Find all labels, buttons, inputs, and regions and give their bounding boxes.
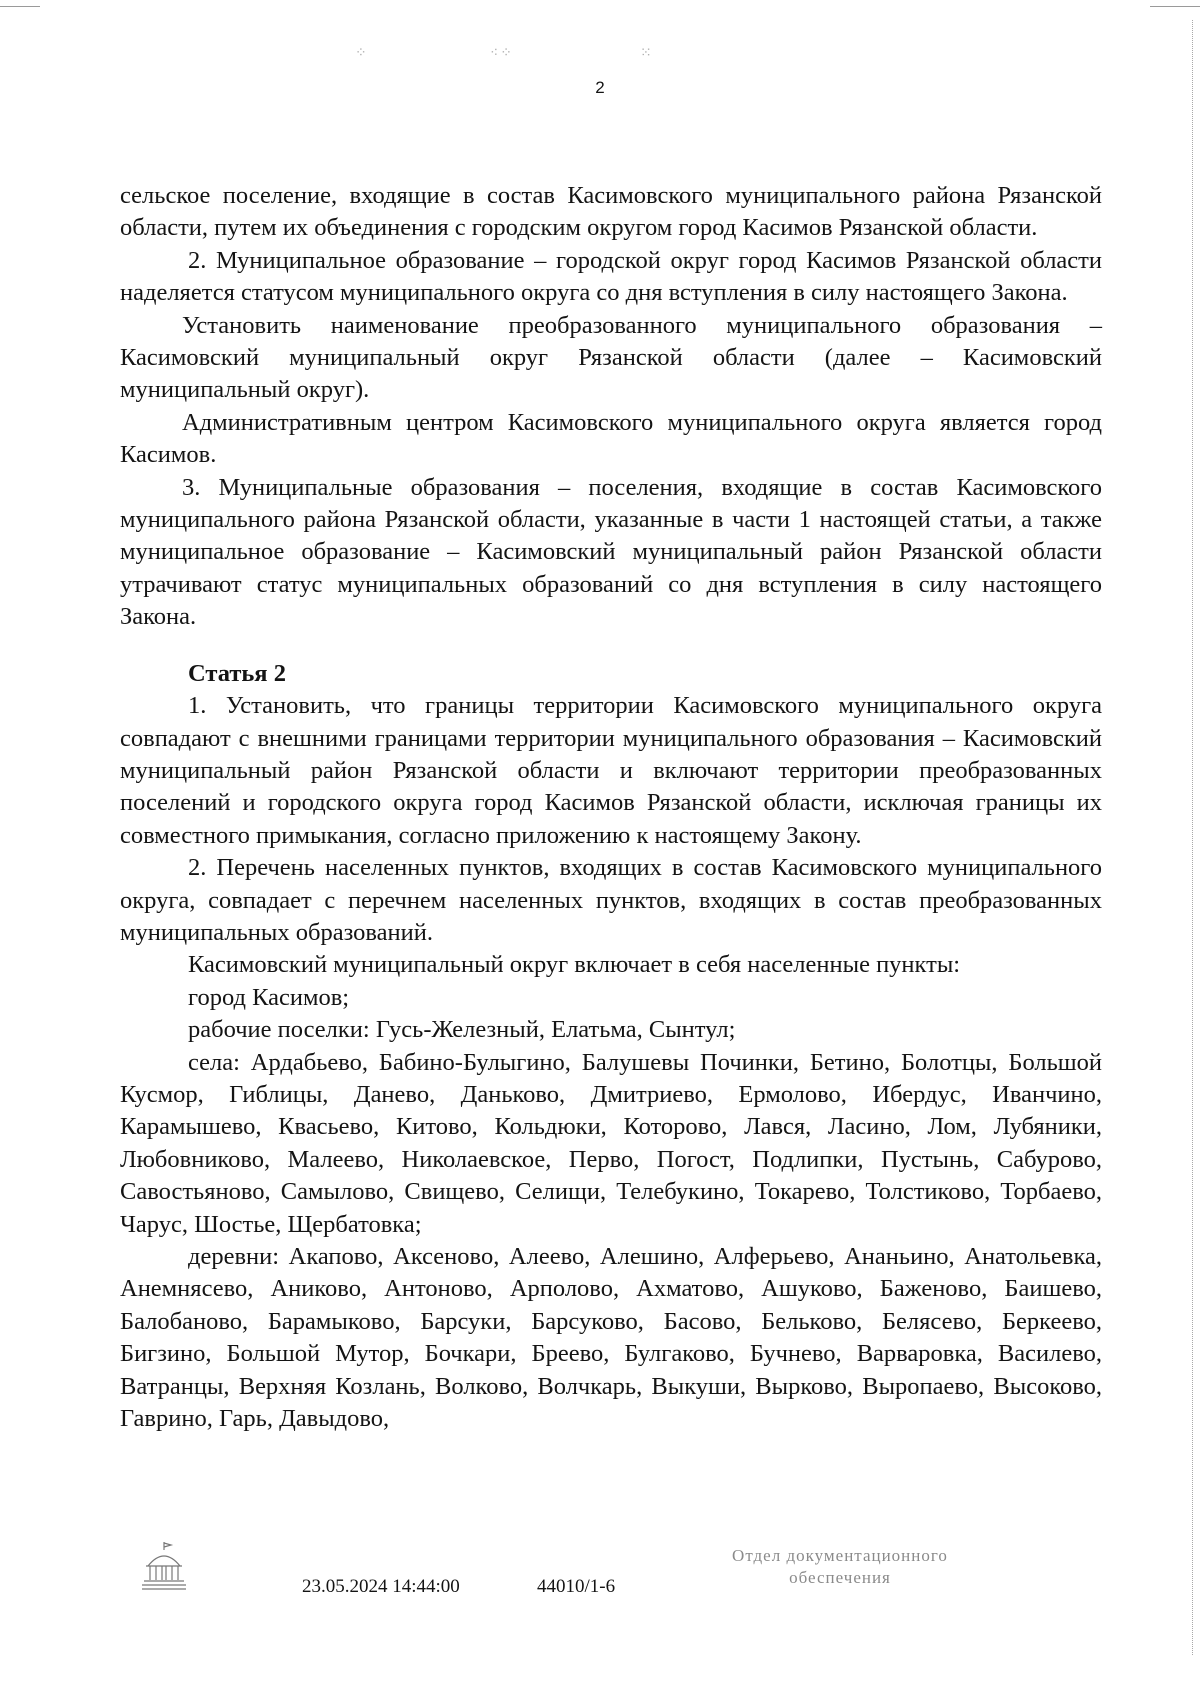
department-stamp: [680, 1545, 1000, 1589]
stamp-line-2: обеспечения: [789, 1568, 891, 1587]
paragraph-part-3: 3. Муниципальные образования – поселения, входящие в состав Касимовского муниципального района Рязанской области, указанные в части 1 настоящей статьи, а также муниципальное образование – Касимовский муниципальный район Рязанской области утрачивают статус муниципальных образований со дня вступления в силу настоящего Закона.: [120, 473, 1102, 631]
footer-doc-code: 44010/1-6: [537, 1576, 616, 1597]
paragraph-borders: 1. Установить, что границы территории Касимовского муниципального округа совпадают с внешними границами территории муниципального образования – Касимовский муниципальный район Рязанской области и включают территории преобразованных поселений и городского округа город Касимов Рязанской области, исключая границы их совместного примыкания, согласно приложению к настоящему Закону.: [120, 692, 1102, 849]
document-body: [120, 180, 1102, 1435]
scan-noise-3: ⁙: [640, 46, 654, 61]
paragraph-hamlets: деревни: Акапово, Аксеново, Алеево, Алешино, Алферьево, Ананьино, Анатольевка, Анемнясево, Аниково, Антоново, Арполово, Ахматово, Ашуково, Баженово, Баишево, Балобаново, Барамыково, Барсуки, Барсуково, Басово, Бельково, Белясево, Беркеево, Бигзино, Большой Мутор, Бочкари, Бреево, Булгаково, Бучнево, Варваровка, Василево, Ватранцы, Верхняя Козлань, Волково, Волчкарь, Выкуши, Вырково, Выропаево, Высоково, Гаврино, Гарь, Давыдово,: [120, 1243, 1102, 1433]
paragraph-part-2: 2. Муниципальное образование – городской округ город Касимов Рязанской области наделяется статусом муниципального округа со дня вступления в силу настоящего Закона.: [120, 246, 1102, 307]
paragraph-admin-center: Административным центром Касимовского муниципального округа является город Касимов.: [120, 408, 1102, 469]
top-rule-left: [0, 6, 40, 7]
paragraph-villages: села: Ардабьево, Бабино-Булыгино, Балушевы Починки, Бетино, Болотцы, Большой Кусмор, Гиблицы, Данево, Даньково, Дмитриево, Ермолово, Ибердус, Иванчино, Карамышево, Квасьево, Китово, Кольдюки, Которово, Лався, Ласино, Лом, Лубяники, Любовниково, Малеево, Николаевское, Перво, Погост, Подлипки, Пустынь, Сабурово, Савостьяново, Самылово, Свищево, Селищи, Телебукино, Токарево, Толстиково, Торбаево, Чарус, Шостье, Щербатовка;: [120, 1048, 1102, 1238]
paragraph-settlements: 2. Перечень населенных пунктов, входящих в состав Касимовского муниципального округа, совпадает с перечнем населенных пунктов, входящих в состав преобразованных муниципальных образований.: [120, 854, 1102, 946]
stamp-line-1: Отдел документационного: [732, 1546, 948, 1565]
scan-edge: [1192, 20, 1194, 1655]
article-heading: Статья 2: [188, 659, 286, 687]
paragraph-continuation: сельское поселение, входящие в состав Касимовского муниципального района Рязанской области, путем их объединения с городским округом город Касимов Рязанской области.: [120, 182, 1102, 242]
paragraph-city: город Касимов;: [188, 983, 350, 1011]
scan-noise-1: ⁘: [355, 46, 369, 61]
scan-noise-2: ⁖⁘: [490, 46, 514, 61]
parliament-logo-icon: [140, 1540, 188, 1592]
paragraph-workers-settlements: рабочие поселки: Гусь-Железный, Елатьма, Сынтул;: [188, 1016, 736, 1044]
footer-datetime: 23.05.2024 14:44:00: [302, 1576, 460, 1597]
paragraph-includes: Касимовский муниципальный округ включает в себя населенные пункты:: [188, 951, 961, 979]
paragraph-name: Установить наименование преобразованного муниципального образования – Касимовский муниципальный округ Рязанской области (далее – Касимовский муниципальный округ).: [120, 311, 1102, 404]
page-number: 2: [595, 78, 605, 97]
top-rule-right: [1150, 6, 1200, 7]
